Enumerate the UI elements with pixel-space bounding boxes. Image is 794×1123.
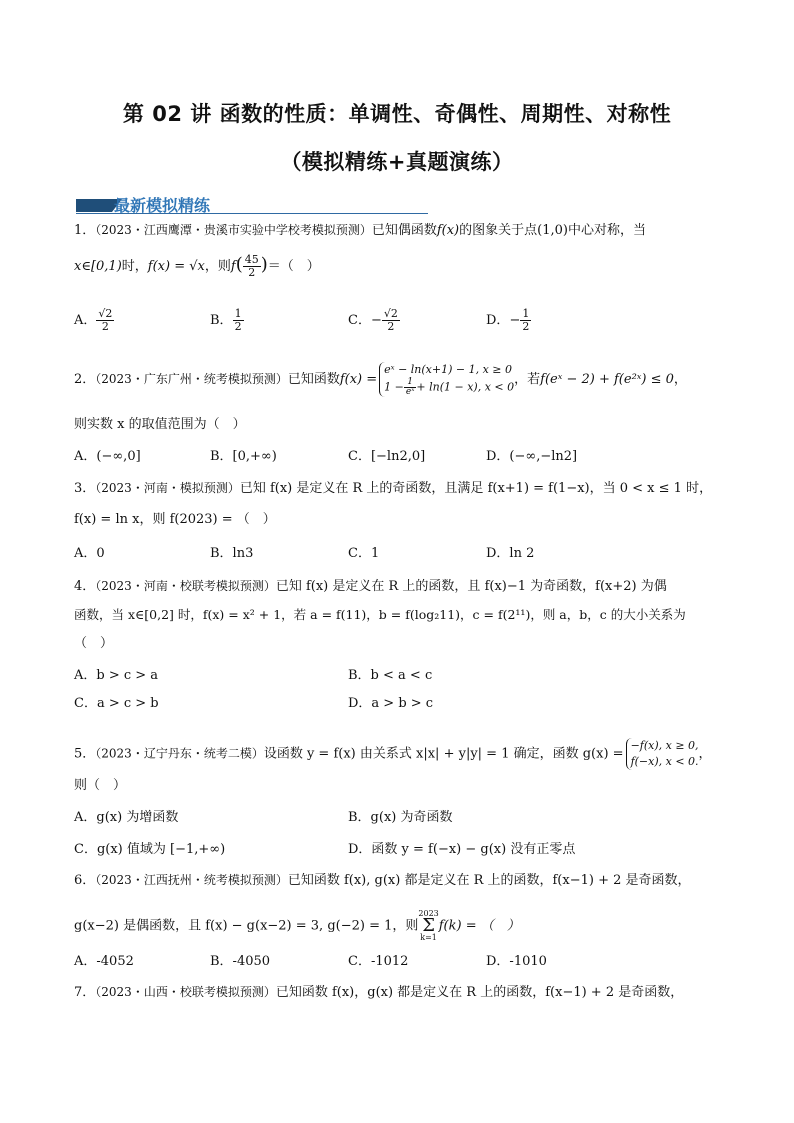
question-text: ＝（ ） bbox=[267, 259, 320, 274]
option-d[interactable]: D．-1010 bbox=[486, 954, 547, 969]
question-3-line-2: f(x) = ln x，则 f(2023) = （ ） bbox=[74, 512, 276, 527]
question-5-line-2: 则（ ） bbox=[74, 778, 127, 793]
option-a[interactable]: A．b > c > a bbox=[74, 668, 159, 683]
piecewise-brace: eˣ − ln(x+1) − 1, x ≥ 0 1 − $\frac{1}{\text{eˣ}}$ + ln(1 − x), x < 0 bbox=[379, 362, 514, 397]
option-c[interactable]: C．-1012 bbox=[348, 954, 409, 969]
option-b[interactable]: B．g(x) 为奇函数 bbox=[348, 810, 453, 825]
function-symbol: f bbox=[230, 259, 236, 274]
math-expr: f(x) = bbox=[339, 372, 378, 387]
question-source: （2023・河南・校联考模拟预测） bbox=[95, 579, 276, 593]
math-expr: f(x) = √x bbox=[147, 259, 205, 274]
question-number: 6． bbox=[74, 873, 96, 888]
piecewise-brace: −f(x), x ≥ 0, f(−x), x < 0. bbox=[626, 738, 699, 770]
question-number: 2． bbox=[74, 372, 96, 387]
question-source: （2023・江西抚州・统考模拟预测） bbox=[95, 873, 288, 887]
question-text: 已知函数 f(x)，g(x) 都是定义在 R 上的函数，f(x−1) + 2 是奇函数， bbox=[275, 985, 684, 1000]
page-subtitle: （模拟精练+真题演练） bbox=[280, 150, 514, 174]
question-1-line-2: x∈[0,1)时，f(x) = √x，则f( $\frac{45}{2}$ )＝（ ） bbox=[74, 253, 320, 279]
option-b[interactable]: B．-4050 bbox=[210, 954, 271, 969]
page-title: 第 02 讲 函数的性质：单调性、奇偶性、周期性、对称性 bbox=[122, 102, 672, 126]
option-d[interactable]: D．− $\frac{1}{2}$ bbox=[486, 307, 530, 333]
option-d[interactable]: D．函数 y = f(−x) − g(x) 没有正零点 bbox=[348, 842, 576, 857]
question-text: 时， bbox=[121, 259, 148, 274]
math-expr: f(k) = （ ） bbox=[438, 918, 520, 934]
question-text: ， bbox=[698, 746, 712, 762]
option-d[interactable]: D．a > b > c bbox=[348, 696, 434, 711]
option-c[interactable]: C．1 bbox=[348, 546, 380, 561]
section-marker-icon bbox=[76, 199, 112, 212]
option-a[interactable]: A．-4052 bbox=[74, 954, 134, 969]
question-6-line-2 bbox=[74, 910, 724, 942]
question-text: ，则 bbox=[204, 259, 231, 274]
option-b[interactable]: B．[0,+∞) bbox=[210, 449, 277, 464]
question-4-line-1 bbox=[74, 576, 724, 597]
question-text: 已知偶函数 bbox=[371, 223, 437, 238]
option-b[interactable]: B．b < a < c bbox=[348, 668, 433, 683]
question-6-line-1 bbox=[74, 870, 724, 891]
question-text: 已知函数 f(x), g(x) 都是定义在 R 上的函数，f(x−1) + 2 是奇函数， bbox=[287, 873, 691, 888]
question-source: （2023・江西鹰潭・贵溪市实验中学校考模拟预测） bbox=[95, 223, 372, 237]
option-d[interactable]: D．(−∞,−ln2] bbox=[486, 449, 578, 464]
option-c[interactable]: C．g(x) 值域为 [−1,+∞) bbox=[74, 842, 226, 857]
question-4-line-3: （ ） bbox=[74, 636, 114, 651]
math-expr: (1,0) bbox=[537, 223, 568, 238]
section-label: 最新模拟精练 bbox=[114, 196, 211, 215]
question-2-line-2: 则实数 x 的取值范围为（ ） bbox=[74, 417, 246, 432]
question-text: 的图象关于点 bbox=[459, 223, 538, 238]
question-text: ， bbox=[673, 372, 687, 387]
question-number: 4． bbox=[74, 579, 96, 594]
question-source: （2023・山西・校联考模拟预测） bbox=[95, 985, 276, 999]
math-expr: f(eˣ − 2) + f(e²ˣ) ≤ 0 bbox=[540, 372, 674, 387]
math-expr: x∈[0,1) bbox=[74, 259, 122, 274]
question-5-line-1 bbox=[74, 738, 724, 770]
question-text: 已知函数 bbox=[287, 372, 340, 387]
option-c[interactable]: C．[−ln2,0] bbox=[348, 449, 426, 464]
option-d[interactable]: D．ln 2 bbox=[486, 546, 535, 561]
section-header bbox=[76, 197, 428, 217]
question-1-line-1 bbox=[74, 220, 724, 241]
question-text: g(x−2) 是偶函数，且 f(x) − g(x−2) = 3, g(−2) = 1，则 bbox=[74, 918, 419, 934]
question-source: （2023・河南・模拟预测） bbox=[95, 481, 240, 495]
option-a[interactable]: A．(−∞,0] bbox=[74, 449, 141, 464]
option-b[interactable]: B． $\frac{1}{2}$ bbox=[210, 307, 242, 333]
fraction: $\frac{45}{2}$ bbox=[244, 253, 259, 279]
question-number: 7． bbox=[74, 985, 96, 1000]
summation-symbol: 2023 Σ k=1 bbox=[418, 909, 439, 942]
function-symbol: f(x) bbox=[436, 223, 460, 238]
question-4-line-2: 函数，当 x∈[0,2] 时，f(x) = x² + 1，若 a = f(11)，b = f(log₂11)，c = f(2¹¹)，则 a，b，c 的大小关系为 bbox=[74, 607, 686, 622]
question-text: 设函数 y = f(x) 由关系式 x|x| + y|y| = 1 确定，函数 g(x) = bbox=[263, 746, 624, 762]
question-number: 3． bbox=[74, 481, 96, 496]
option-c[interactable]: C．a > c > b bbox=[74, 696, 159, 711]
question-2-line-1 bbox=[74, 362, 724, 397]
option-a[interactable]: A．g(x) 为增函数 bbox=[74, 810, 179, 825]
question-text: 已知 f(x) 是定义在 R 上的函数，且 f(x)−1 为奇函数，f(x+2) 为偶 bbox=[275, 579, 667, 594]
option-a[interactable]: A．0 bbox=[74, 546, 105, 561]
option-c[interactable]: C．− $\frac{√2}{2}$ bbox=[348, 307, 398, 333]
question-text: 中心对称，当 bbox=[567, 223, 646, 238]
option-a[interactable]: A． $\frac{√2}{2}$ bbox=[74, 307, 113, 333]
option-b[interactable]: B．ln3 bbox=[210, 546, 254, 561]
question-source: （2023・辽宁丹东・统考二模） bbox=[95, 746, 264, 761]
question-text: ，若 bbox=[514, 372, 541, 387]
question-source: （2023・广东广州・统考模拟预测） bbox=[95, 372, 288, 386]
question-7-line-1 bbox=[74, 982, 724, 1003]
question-3-line-1 bbox=[74, 478, 724, 499]
question-number: 5． bbox=[74, 746, 96, 762]
question-number: 1． bbox=[74, 223, 96, 238]
question-text: 已知 f(x) 是定义在 R 上的奇函数，且满足 f(x+1) = f(1−x)，当 0 < x ≤ 1 时， bbox=[239, 481, 713, 496]
